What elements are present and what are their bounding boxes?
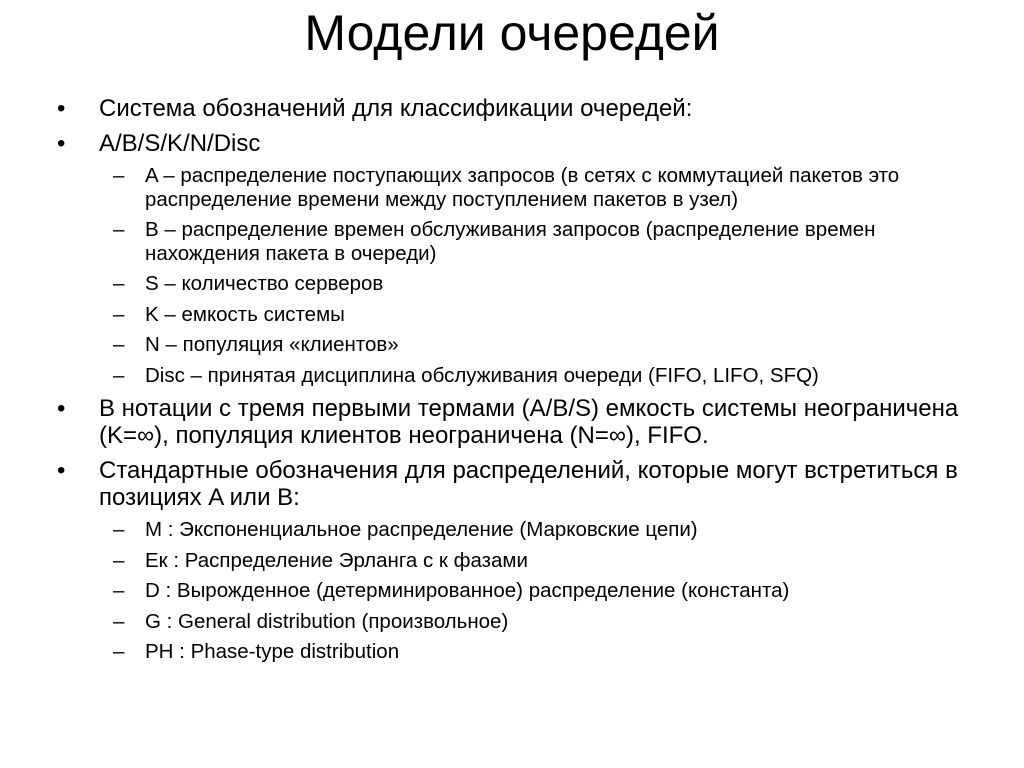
sub-item-text: N – популяция «клиентов» [145,333,399,356]
sub-item-text: PH : Phase-type distribution [145,640,400,663]
slide-title: Модели очередей [304,5,720,61]
sub-item-text: D : Вырожденное (детерминированное) распределение (константа) [145,579,790,602]
bullet-text: Система обозначений для классификации очередей: [99,95,693,122]
slide-body [57,95,977,664]
sub-list-notation-terms [57,164,977,387]
sub-item-ek [57,549,977,573]
sub-item-text: B – распределение времен обслуживания запросов (распределение времен нахождения пакета в очереди) [145,218,876,265]
dash-icon: – [113,333,125,356]
sub-item-text: S – количество серверов [145,272,384,295]
sub-item-text: Disc – принятая дисциплина обслуживания очереди (FIFO, LIFO, SFQ) [145,363,819,387]
bullet-dot-icon: • [57,395,66,422]
bullet-item-notation-format [57,130,977,157]
sub-list-distributions [57,518,977,664]
bullet-text: A/B/S/K/N/Disc [99,130,261,157]
dash-icon: – [113,609,125,633]
sub-item-s [57,272,977,296]
bullet-text: В нотации с тремя первыми термами (A/B/S) емкость системы неограничена (K=∞), популяция клиентов неограничена (N=∞), FIFO. [99,395,959,449]
sub-item-a [57,164,977,211]
bullet-dot-icon: • [57,95,66,122]
bullet-text: Стандартные обозначения для распределений, которые могут встретиться в позициях A или B: [99,457,958,511]
dash-icon: – [113,272,125,295]
bullet-dot-icon: • [57,130,66,157]
dash-icon: – [113,518,125,541]
bullet-item-abs-notation [57,395,977,449]
sub-item-disc [57,364,977,388]
dash-icon: – [113,640,125,663]
sub-item-d [57,579,977,603]
bullet-item-notation-intro [57,95,977,122]
sub-item-g [57,610,977,634]
dash-icon: – [113,363,125,387]
dash-icon: – [113,218,125,241]
sub-item-n [57,333,977,357]
dash-icon: – [113,548,125,572]
dash-icon: – [113,579,125,602]
sub-item-text: G : General distribution (произвольное) [145,609,509,633]
sub-item-k [57,303,977,327]
sub-item-b [57,218,977,265]
dash-icon: – [113,302,125,326]
bullet-item-standard-distributions [57,457,977,511]
sub-item-text: A – распределение поступающих запросов (в сетях с коммутацией пакетов это распределение времени между поступлением пакетов в узел) [145,164,900,211]
sub-item-text: M : Экспоненциальное распределение (Марковские цепи) [145,518,698,541]
dash-icon: – [113,164,125,187]
bullet-dot-icon: • [57,457,66,484]
sub-item-ph [57,640,977,664]
sub-item-text: Eк : Распределение Эрланга с к фазами [145,548,528,572]
sub-item-text: K – емкость системы [145,302,345,326]
sub-item-m [57,518,977,542]
